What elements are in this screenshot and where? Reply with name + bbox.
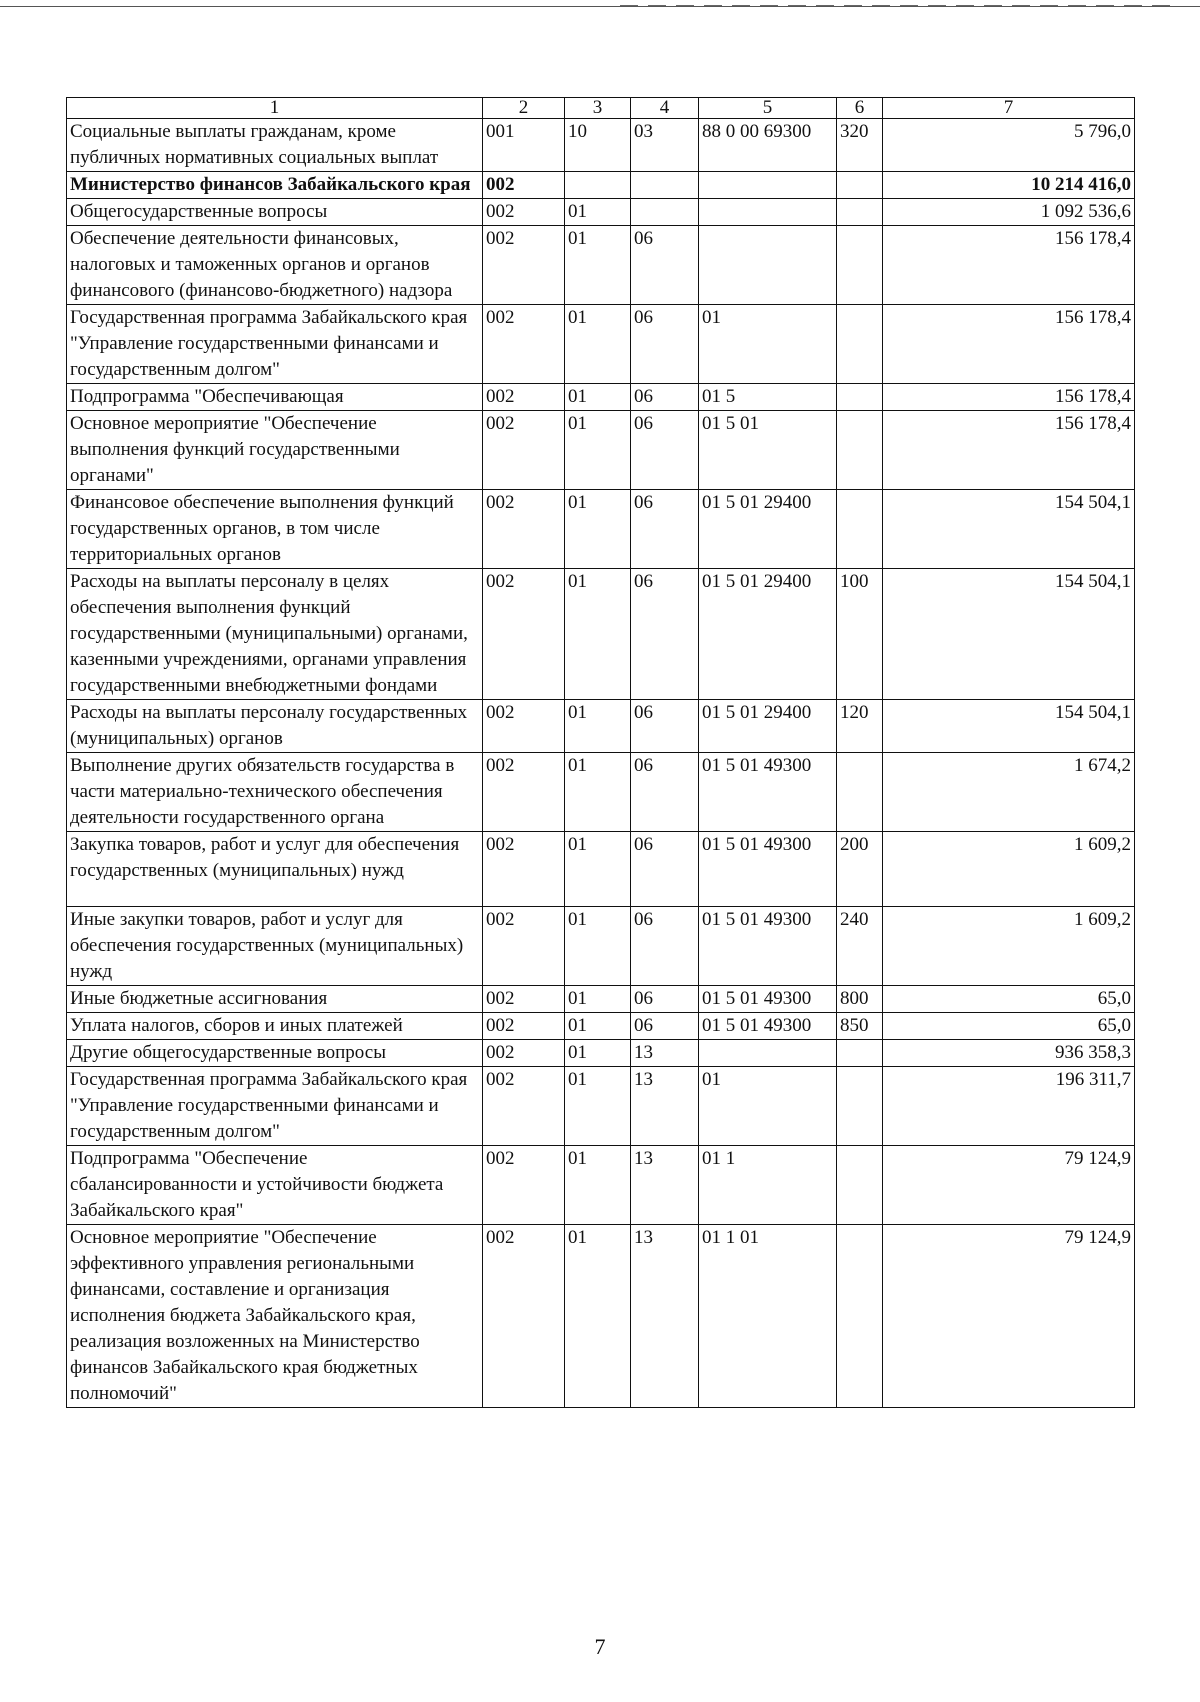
row-code-expense-type: 320 xyxy=(837,119,883,172)
row-amount: 1 092 536,6 xyxy=(883,199,1135,226)
table-row xyxy=(67,490,1135,569)
row-name: Расходы на выплаты персоналу государственных (муниципальных) органов xyxy=(67,700,483,753)
row-code-target xyxy=(699,172,837,199)
table-row xyxy=(67,753,1135,832)
row-code-ministry: 002 xyxy=(483,1146,565,1225)
row-amount: 154 504,1 xyxy=(883,569,1135,700)
top-scan-rule xyxy=(0,6,1200,7)
row-code-expense-type xyxy=(837,1225,883,1408)
row-code-ministry: 002 xyxy=(483,986,565,1013)
row-name: Закупка товаров, работ и услуг для обеспечения государственных (муниципальных) нужд xyxy=(67,832,483,907)
row-amount: 1 609,2 xyxy=(883,907,1135,986)
row-code-section: 01 xyxy=(565,700,631,753)
column-number: 5 xyxy=(699,98,837,119)
row-name: Основное мероприятие "Обеспечение эффективного управления региональными финансами, составление и организация исполнения бюджета Забайкальского края, реализация возложенных на Министерство финансов Забайкальского края бюджетных полномочий" xyxy=(67,1225,483,1408)
row-code-ministry: 002 xyxy=(483,172,565,199)
row-code-target: 01 5 01 49300 xyxy=(699,907,837,986)
row-code-subsection: 13 xyxy=(631,1040,699,1067)
row-code-target: 01 5 xyxy=(699,384,837,411)
table-row xyxy=(67,700,1135,753)
row-code-ministry: 002 xyxy=(483,832,565,907)
row-code-section: 01 xyxy=(565,305,631,384)
row-name: Обеспечение деятельности финансовых, налоговых и таможенных органов и органов финансового (финансово-бюджетного) надзора xyxy=(67,226,483,305)
row-code-subsection: 06 xyxy=(631,305,699,384)
row-code-expense-type xyxy=(837,384,883,411)
row-code-expense-type: 240 xyxy=(837,907,883,986)
row-amount: 196 311,7 xyxy=(883,1067,1135,1146)
row-code-subsection xyxy=(631,199,699,226)
row-amount: 936 358,3 xyxy=(883,1040,1135,1067)
row-code-ministry: 002 xyxy=(483,907,565,986)
row-code-expense-type xyxy=(837,305,883,384)
row-code-target xyxy=(699,1040,837,1067)
row-code-subsection: 06 xyxy=(631,384,699,411)
row-code-ministry: 002 xyxy=(483,305,565,384)
row-code-subsection: 13 xyxy=(631,1225,699,1408)
row-code-subsection: 03 xyxy=(631,119,699,172)
row-code-ministry: 002 xyxy=(483,411,565,490)
row-code-target xyxy=(699,199,837,226)
row-code-section: 01 xyxy=(565,753,631,832)
row-name: Министерство финансов Забайкальского края xyxy=(67,172,483,199)
row-amount: 154 504,1 xyxy=(883,490,1135,569)
row-name: Выполнение других обязательств государства в части материально-технического обеспечения деятельности государственного органа xyxy=(67,753,483,832)
row-code-ministry: 002 xyxy=(483,753,565,832)
column-number: 3 xyxy=(565,98,631,119)
row-code-target: 01 5 01 49300 xyxy=(699,986,837,1013)
row-code-subsection: 06 xyxy=(631,411,699,490)
row-code-ministry: 002 xyxy=(483,569,565,700)
row-code-target: 01 5 01 29400 xyxy=(699,490,837,569)
row-amount: 1 609,2 xyxy=(883,832,1135,907)
row-amount: 79 124,9 xyxy=(883,1225,1135,1408)
table-row xyxy=(67,119,1135,172)
row-code-subsection: 13 xyxy=(631,1067,699,1146)
row-code-subsection: 06 xyxy=(631,490,699,569)
column-number-row xyxy=(67,98,1135,119)
table-row xyxy=(67,832,1135,907)
row-code-expense-type: 100 xyxy=(837,569,883,700)
row-code-expense-type xyxy=(837,753,883,832)
row-code-subsection: 06 xyxy=(631,986,699,1013)
row-code-target: 01 1 01 xyxy=(699,1225,837,1408)
table-row xyxy=(67,384,1135,411)
row-code-ministry: 002 xyxy=(483,700,565,753)
row-code-expense-type xyxy=(837,411,883,490)
column-number: 6 xyxy=(837,98,883,119)
table-row xyxy=(67,172,1135,199)
row-name: Уплата налогов, сборов и иных платежей xyxy=(67,1013,483,1040)
row-name: Расходы на выплаты персоналу в целях обеспечения выполнения функций государственными (муниципальными) органами, казенными учреждениями, органами управления государственными внебюджетными фондами xyxy=(67,569,483,700)
row-amount: 65,0 xyxy=(883,1013,1135,1040)
row-code-expense-type xyxy=(837,199,883,226)
budget-table xyxy=(66,97,1135,1408)
row-code-expense-type: 120 xyxy=(837,700,883,753)
row-code-subsection: 06 xyxy=(631,700,699,753)
row-name: Другие общегосударственные вопросы xyxy=(67,1040,483,1067)
table-row xyxy=(67,1067,1135,1146)
row-code-ministry: 002 xyxy=(483,1067,565,1146)
row-code-subsection: 06 xyxy=(631,832,699,907)
row-code-expense-type xyxy=(837,172,883,199)
row-code-section: 01 xyxy=(565,1067,631,1146)
row-code-target: 01 5 01 29400 xyxy=(699,569,837,700)
row-amount: 10 214 416,0 xyxy=(883,172,1135,199)
row-amount: 154 504,1 xyxy=(883,700,1135,753)
row-code-ministry: 002 xyxy=(483,199,565,226)
row-code-subsection: 06 xyxy=(631,226,699,305)
row-code-target: 88 0 00 69300 xyxy=(699,119,837,172)
row-code-ministry: 002 xyxy=(483,490,565,569)
row-code-subsection: 06 xyxy=(631,569,699,700)
table-row xyxy=(67,226,1135,305)
row-code-ministry: 002 xyxy=(483,1040,565,1067)
column-number: 4 xyxy=(631,98,699,119)
row-code-target: 01 5 01 29400 xyxy=(699,700,837,753)
row-code-expense-type xyxy=(837,490,883,569)
row-code-ministry: 002 xyxy=(483,226,565,305)
row-amount: 156 178,4 xyxy=(883,384,1135,411)
table-row xyxy=(67,305,1135,384)
row-code-ministry: 002 xyxy=(483,1013,565,1040)
row-name: Иные бюджетные ассигнования xyxy=(67,986,483,1013)
top-scan-rule-dashed xyxy=(620,5,1180,6)
row-code-section: 01 xyxy=(565,986,631,1013)
row-name: Государственная программа Забайкальского края "Управление государственными финансами и государственным долгом" xyxy=(67,1067,483,1146)
row-name: Социальные выплаты гражданам, кроме публичных нормативных социальных выплат xyxy=(67,119,483,172)
table-row xyxy=(67,1040,1135,1067)
row-code-section xyxy=(565,172,631,199)
table-row xyxy=(67,1146,1135,1225)
row-code-expense-type: 200 xyxy=(837,832,883,907)
row-name: Государственная программа Забайкальского края "Управление государственными финансами и государственным долгом" xyxy=(67,305,483,384)
row-code-expense-type xyxy=(837,1146,883,1225)
row-code-section: 01 xyxy=(565,569,631,700)
row-code-ministry: 002 xyxy=(483,1225,565,1408)
row-name: Иные закупки товаров, работ и услуг для обеспечения государственных (муниципальных) нужд xyxy=(67,907,483,986)
row-code-section: 01 xyxy=(565,1013,631,1040)
row-amount: 5 796,0 xyxy=(883,119,1135,172)
row-code-section: 01 xyxy=(565,490,631,569)
row-code-expense-type xyxy=(837,1040,883,1067)
table-row xyxy=(67,907,1135,986)
table-row xyxy=(67,986,1135,1013)
row-code-section: 01 xyxy=(565,1225,631,1408)
row-code-section: 01 xyxy=(565,384,631,411)
budget-table-body xyxy=(67,98,1135,1408)
row-code-section: 10 xyxy=(565,119,631,172)
row-code-subsection: 13 xyxy=(631,1146,699,1225)
row-code-ministry: 002 xyxy=(483,384,565,411)
row-name: Подпрограмма "Обеспечение сбалансированности и устойчивости бюджета Забайкальского края" xyxy=(67,1146,483,1225)
row-code-section: 01 xyxy=(565,832,631,907)
row-code-expense-type xyxy=(837,1067,883,1146)
column-number: 1 xyxy=(67,98,483,119)
row-name: Финансовое обеспечение выполнения функций государственных органов, в том числе территориальных органов xyxy=(67,490,483,569)
row-code-target xyxy=(699,226,837,305)
row-amount: 156 178,4 xyxy=(883,411,1135,490)
row-code-target: 01 xyxy=(699,305,837,384)
table-row xyxy=(67,199,1135,226)
row-code-section: 01 xyxy=(565,907,631,986)
row-code-section: 01 xyxy=(565,1040,631,1067)
table-row xyxy=(67,1225,1135,1408)
row-amount: 1 674,2 xyxy=(883,753,1135,832)
row-name: Основное мероприятие "Обеспечение выполнения функций государственными органами" xyxy=(67,411,483,490)
row-code-expense-type: 850 xyxy=(837,1013,883,1040)
row-amount: 79 124,9 xyxy=(883,1146,1135,1225)
row-code-target: 01 xyxy=(699,1067,837,1146)
row-code-expense-type: 800 xyxy=(837,986,883,1013)
row-code-target: 01 5 01 49300 xyxy=(699,1013,837,1040)
row-code-target: 01 5 01 49300 xyxy=(699,753,837,832)
row-amount: 156 178,4 xyxy=(883,226,1135,305)
row-amount: 156 178,4 xyxy=(883,305,1135,384)
row-code-section: 01 xyxy=(565,199,631,226)
row-code-target: 01 1 xyxy=(699,1146,837,1225)
row-code-subsection: 06 xyxy=(631,753,699,832)
row-code-target: 01 5 01 49300 xyxy=(699,832,837,907)
row-code-subsection xyxy=(631,172,699,199)
table-row xyxy=(67,1013,1135,1040)
column-number: 7 xyxy=(883,98,1135,119)
row-amount: 65,0 xyxy=(883,986,1135,1013)
row-code-subsection: 06 xyxy=(631,1013,699,1040)
row-code-ministry: 001 xyxy=(483,119,565,172)
row-code-section: 01 xyxy=(565,1146,631,1225)
page-number: 7 xyxy=(594,1634,606,1659)
table-row xyxy=(67,411,1135,490)
row-code-section: 01 xyxy=(565,411,631,490)
row-name: Подпрограмма "Обеспечивающая xyxy=(67,384,483,411)
row-code-subsection: 06 xyxy=(631,907,699,986)
row-code-expense-type xyxy=(837,226,883,305)
column-number: 2 xyxy=(483,98,565,119)
row-code-section: 01 xyxy=(565,226,631,305)
row-code-target: 01 5 01 xyxy=(699,411,837,490)
document-page xyxy=(66,97,1134,1408)
table-row xyxy=(67,569,1135,700)
row-name: Общегосударственные вопросы xyxy=(67,199,483,226)
